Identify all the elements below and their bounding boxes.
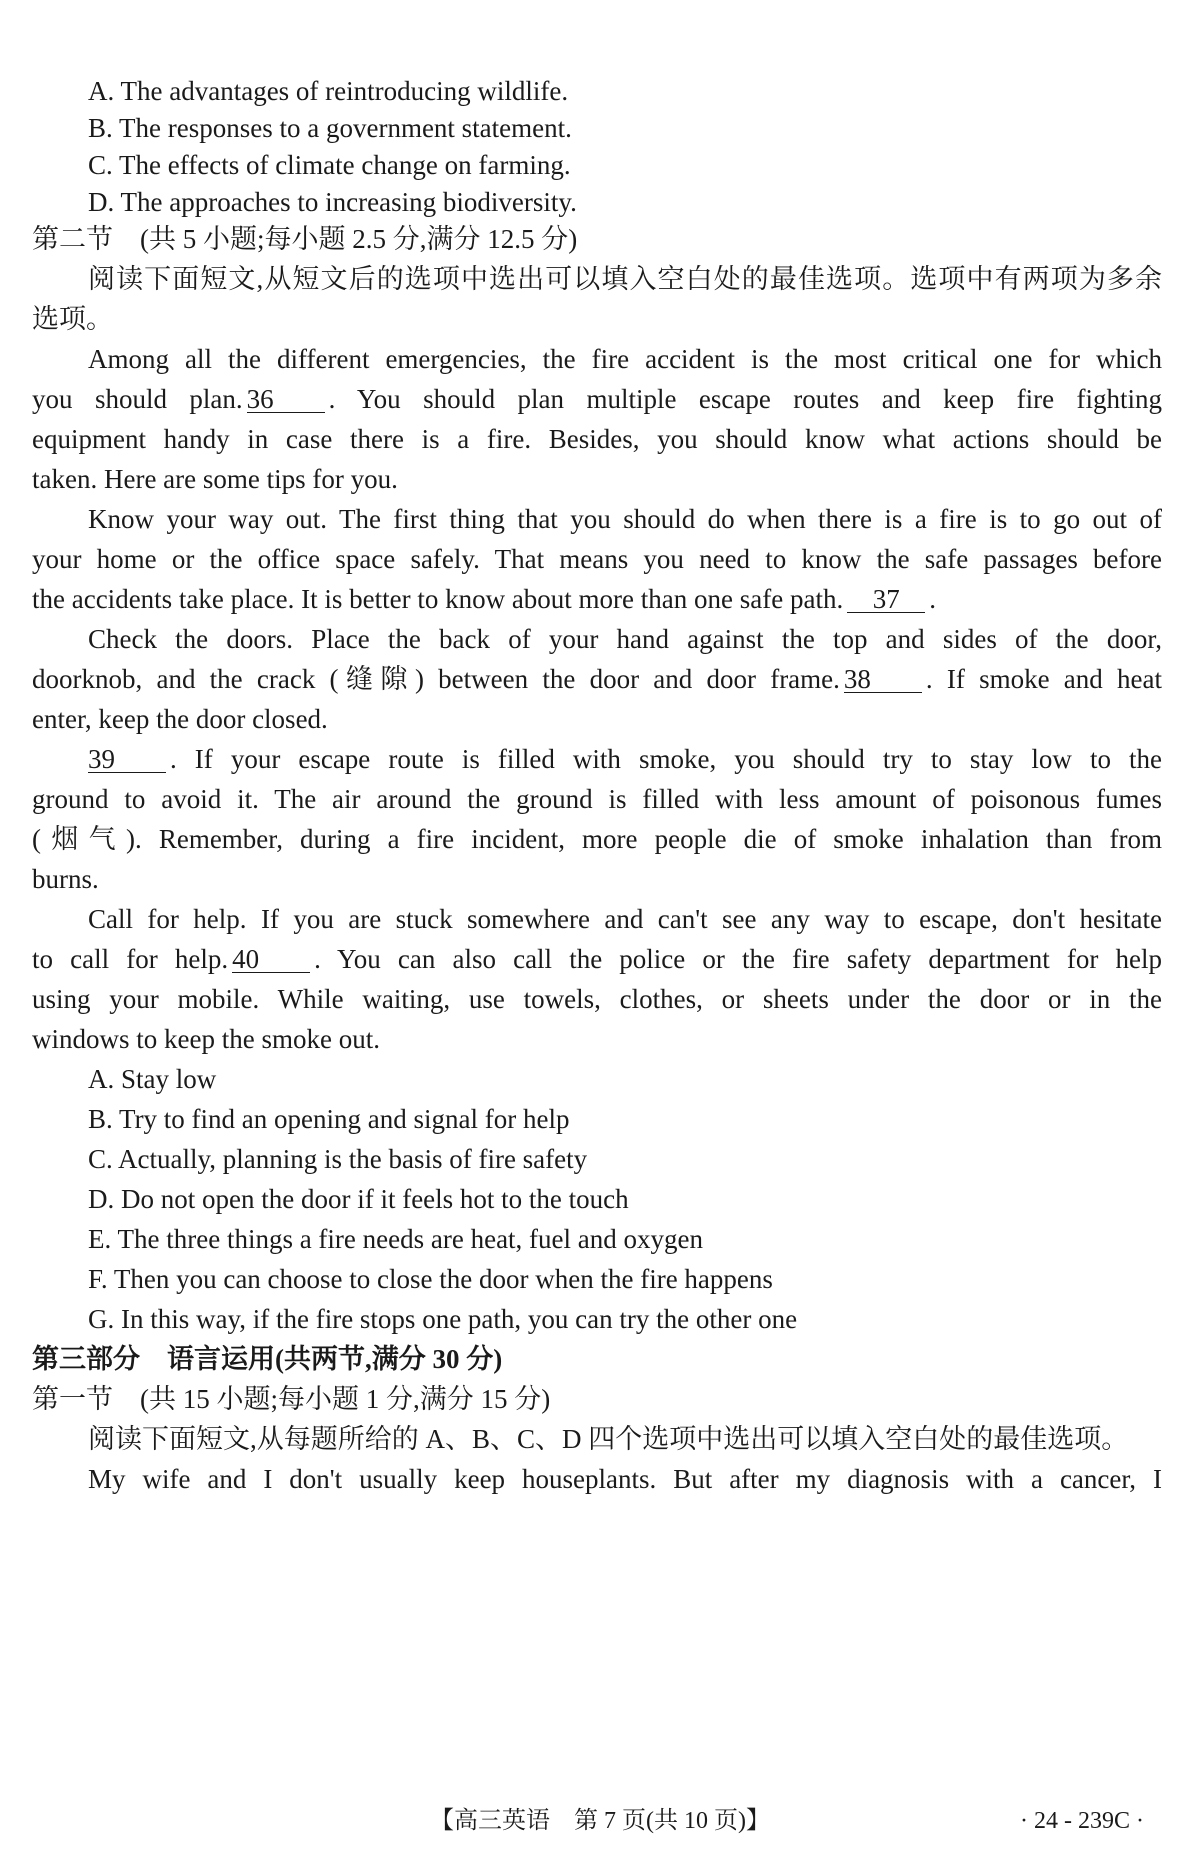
blank-39: 39 [88,746,166,773]
section2-instruction-line2: 选项。 [32,304,113,334]
blank-36: 36 [247,386,325,413]
p4-line3: (烟气). Remember, during a fire incident, more people die of smoke inhalation than from [32,824,1162,854]
p1-line2 [32,382,1162,416]
p5-line1: Call for help. If you are stuck somewhere and can't see any way to escape, don't hesitate [88,904,1162,934]
prev-option-a: A. The advantages of reintroducing wildlife. [88,76,569,106]
p1-line1: Among all the different emergencies, the fire accident is the most critical one for which [88,344,1162,374]
section2-heading: 第二节 (共 5 小题;每小题 2.5 分,满分 12.5 分) [32,224,578,254]
option-a: A. Stay low [88,1064,217,1094]
p5-line2-text-b: . You can also call the police or the fire safety department for help [314,944,1162,974]
part3-heading: 第三部分 语言运用(共两节,满分 30 分) [32,1344,503,1374]
part3-instruction: 阅读下面短文,从每题所给的 A、B、C、D 四个选项中选出可以填入空白处的最佳选项。 [88,1424,1129,1454]
blank-40: 40 [232,946,310,973]
p3-line3: enter, keep the door closed. [32,704,328,734]
p5-line2-text-a: to call for help. [32,944,229,974]
p2-line2: your home or the office space safely. That means you need to know the safe passages before [32,544,1162,574]
p1-line4: taken. Here are some tips for you. [32,464,398,494]
prev-option-d: D. The approaches to increasing biodiversity. [88,187,577,217]
p3-line2 [32,662,1162,696]
p3-line1: Check the doors. Place the back of your hand against the top and sides of the door, [88,624,1162,654]
section2-instruction-line1: 阅读下面短文,从短文后的选项中选出可以填入空白处的最佳选项。选项中有两项为多余 [88,264,1162,294]
option-f: F. Then you can choose to close the door when the fire happens [88,1264,773,1294]
p4-line1 [88,742,1162,776]
part3-section1-heading: 第一节 (共 15 小题;每小题 1 分,满分 15 分) [32,1384,551,1414]
p4-line4: burns. [32,864,99,894]
option-c: C. Actually, planning is the basis of fire safety [88,1144,588,1174]
p4-line1-text: . If your escape route is filled with smoke, you should try to stay low to the [170,744,1162,774]
blank-38: 38 [844,666,922,693]
blank-37: 37 [847,586,925,613]
p3-line2-text-a: doorknob, and the crack (缝隙) between the door and door frame. [32,664,840,694]
p1-line3: equipment handy in case there is a fire. Besides, you should know what actions should be [32,424,1162,454]
p5-line4: windows to keep the smoke out. [32,1024,380,1054]
option-d: D. Do not open the door if it feels hot to the touch [88,1184,629,1214]
p2-line3 [32,582,1162,616]
p1-line2-text-a: you should plan. [32,384,243,414]
p1-line2-text-b: . You should plan multiple escape routes and keep fire fighting [328,384,1162,414]
option-b: B. Try to find an opening and signal for help [88,1104,570,1134]
footer-page-label: 【高三英语 第 7 页(共 10 页)】 [430,1808,770,1834]
p4-line2: ground to avoid it. The air around the ground is filled with less amount of poisonous fumes [32,784,1162,814]
prev-option-b: B. The responses to a government statement. [88,113,572,143]
prev-option-c: C. The effects of climate change on farming. [88,150,571,180]
option-e: E. The three things a fire needs are heat, fuel and oxygen [88,1224,704,1254]
p5-line3: using your mobile. While waiting, use towels, clothes, or sheets under the door or in the [32,984,1162,1014]
footer-code: · 24 - 239C · [1020,1808,1144,1834]
p3-line2-text-b: . If smoke and heat [925,664,1162,694]
p5-line2 [32,942,1162,976]
p2-line3-text-a: the accidents take place. It is better to know about more than one safe path. [32,584,844,614]
p2-line1: Know your way out. The first thing that you should do when there is a fire is to go out of [88,504,1162,534]
option-g: G. In this way, if the fire stops one path, you can try the other one [88,1304,798,1334]
part3-passage-line1: My wife and I don't usually keep houseplants. But after my diagnosis with a cancer, I [88,1464,1162,1494]
p2-line3-text-b: . [929,584,936,614]
